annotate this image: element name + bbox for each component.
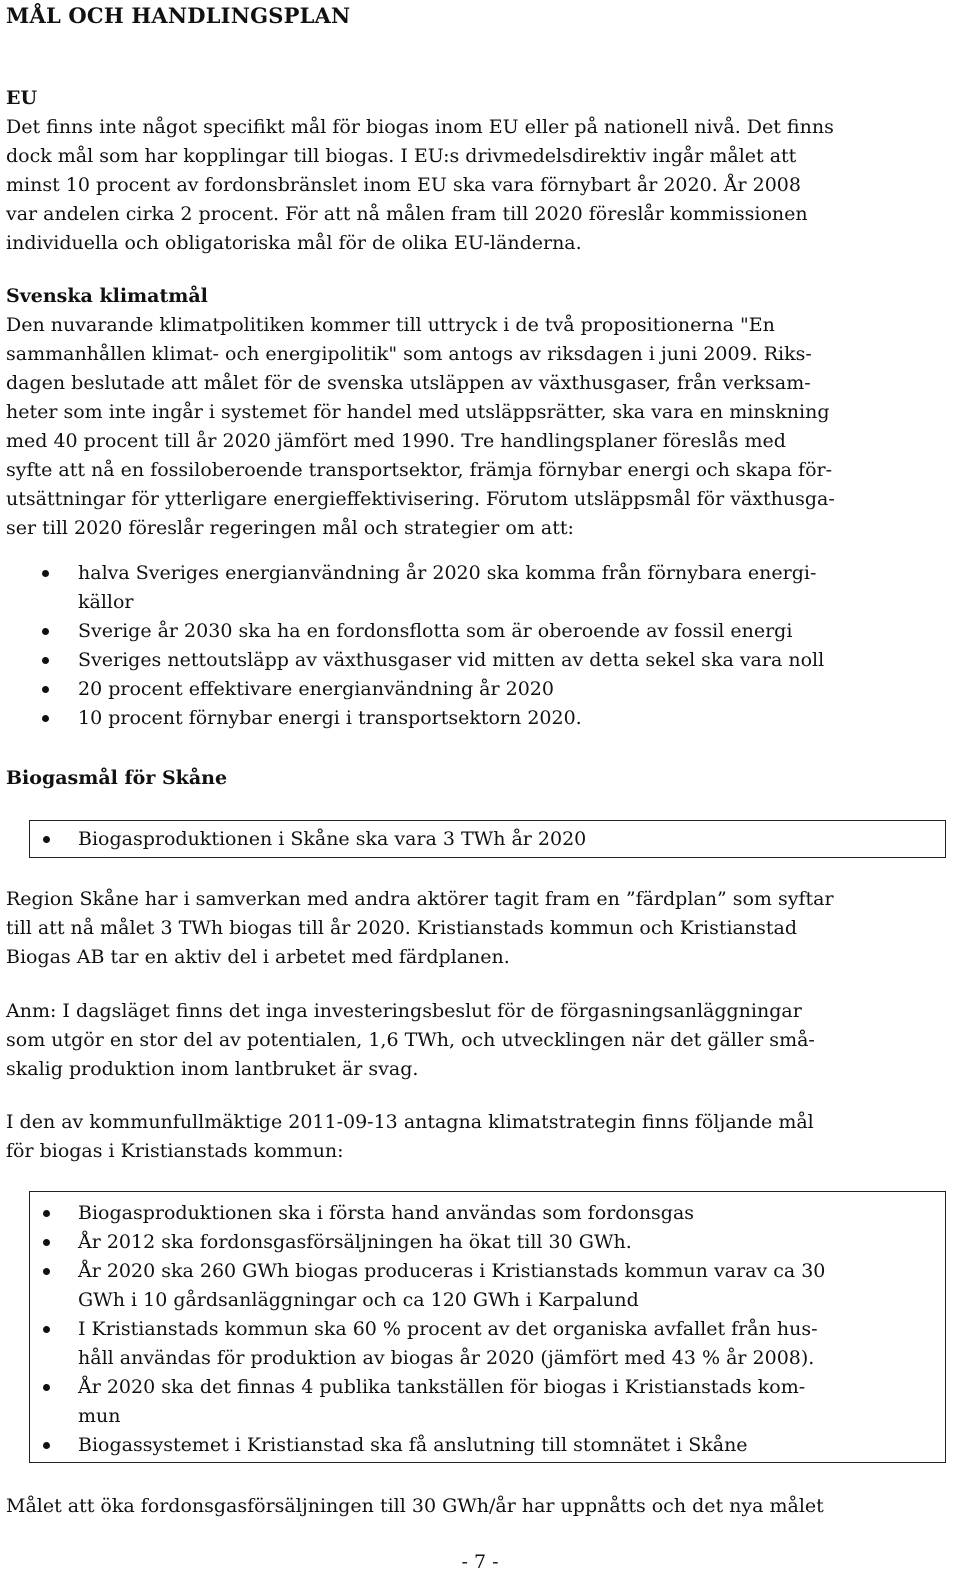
list-item: År 2020 ska 260 GWh biogas produceras i Kristianstads kommun varav ca 30 GWh i 10 gårdsanläggningar och ca 120 GWh i Karpalund: [30, 1257, 945, 1315]
page-number: - 7 -: [461, 1551, 499, 1573]
sweden-line: utsättningar för ytterligare energieffektivisering. Förutom utsläppsmål för växthusga-: [6, 488, 835, 510]
sweden-heading: Svenska klimatmål: [6, 285, 208, 307]
list-item: Biogasproduktionen ska i första hand användas som fordonsgas: [30, 1199, 945, 1228]
sweden-line: syfte att nå en fossiloberoende transportsektor, främja förnybar energi och skapa för-: [6, 459, 833, 481]
skane-paragraph: Region Skåne har i samverkan med andra aktörer tagit fram en ”färdplan” som syftar till att nå målet 3 TWh biogas till år 2020. Kristianstads kommun och Kristianstad Biogas AB tar en aktiv del i arbetet med färdplanen.: [6, 888, 834, 968]
eu-line: var andelen cirka 2 procent. För att nå målen fram till 2020 föreslår kommissionen: [6, 203, 808, 225]
page-title: MÅL OCH HANDLINGSPLAN: [6, 3, 351, 28]
eu-line: individuella och obligatoriska mål för de olika EU-länderna.: [6, 232, 582, 254]
list-item: Biogassystemet i Kristianstad ska få anslutning till stomnätet i Skåne: [30, 1431, 945, 1460]
skane-note: Anm: I dagsläget finns det inga investeringsbeslut för de förgasningsanläggningar som utgör en stor del av potentialen, 1,6 TWh, och utvecklingen när det gäller små- skalig produktion inom lantbruket är svag.: [6, 1000, 815, 1080]
skane-heading: Biogasmål för Skåne: [6, 767, 228, 789]
eu-line: Det finns inte något specifikt mål för biogas inom EU eller på nationell nivå. Det finns: [6, 116, 834, 138]
sweden-section: [6, 282, 942, 543]
eu-line: dock mål som har kopplingar till biogas. I EU:s drivmedelsdirektiv ingår målet att: [6, 145, 797, 167]
final-line: Målet att öka fordonsgasförsäljningen till 30 GWh/år har uppnåtts och det nya målet: [6, 1495, 824, 1517]
list-item: I Kristianstads kommun ska 60 % procent av det organiska avfallet från hus- håll användas för produktion av biogas år 2020 (jämfört med 43 % år 2008).: [30, 1315, 945, 1373]
eu-heading: EU: [6, 87, 38, 109]
sweden-line: ser till 2020 föreslår regeringen mål och strategier om att:: [6, 517, 574, 539]
list-item: Sveriges nettoutsläpp av växthusgaser vid mitten av detta sekel ska vara noll: [6, 646, 942, 675]
list-item: Biogasproduktionen i Skåne ska vara 3 TWh år 2020: [30, 825, 945, 854]
skane-goal-box: [29, 820, 946, 858]
list-item: Sverige år 2030 ska ha en fordonsflotta som är oberoende av fossil energi: [6, 617, 942, 646]
sweden-line: Den nuvarande klimatpolitiken kommer till uttryck i de två propositionerna "En: [6, 314, 775, 336]
strategy-intro: I den av kommunfullmäktige 2011-09-13 antagna klimatstrategin finns följande mål för biogas i Kristianstads kommun:: [6, 1111, 814, 1162]
sweden-goals-list: [6, 559, 942, 733]
list-item: År 2020 ska det finnas 4 publika tankställen för biogas i Kristianstads kom- mun: [30, 1373, 945, 1431]
sweden-line: dagen beslutade att målet för de svenska utsläppen av växthusgaser, från verksam-: [6, 372, 811, 394]
eu-line: minst 10 procent av fordonsbränslet inom EU ska vara förnybart år 2020. År 2008: [6, 174, 801, 196]
sweden-line: sammanhållen klimat- och energipolitik" som antogs av riksdagen i juni 2009. Riks-: [6, 343, 812, 365]
sweden-line: med 40 procent till år 2020 jämfört med 1990. Tre handlingsplaner föreslås med: [6, 430, 786, 452]
list-item: 10 procent förnybar energi i transportsektorn 2020.: [6, 704, 942, 733]
sweden-line: heter som inte ingår i systemet för handel med utsläppsrätter, ska vara en minskning: [6, 401, 830, 423]
list-item: 20 procent effektivare energianvändning år 2020: [6, 675, 942, 704]
eu-section: [6, 84, 942, 258]
kristianstad-goals-box: [29, 1191, 946, 1463]
list-item: År 2012 ska fordonsgasförsäljningen ha ökat till 30 GWh.: [30, 1228, 945, 1257]
list-item: halva Sveriges energianvändning år 2020 ska komma från förnybara energi- källor: [6, 559, 942, 617]
